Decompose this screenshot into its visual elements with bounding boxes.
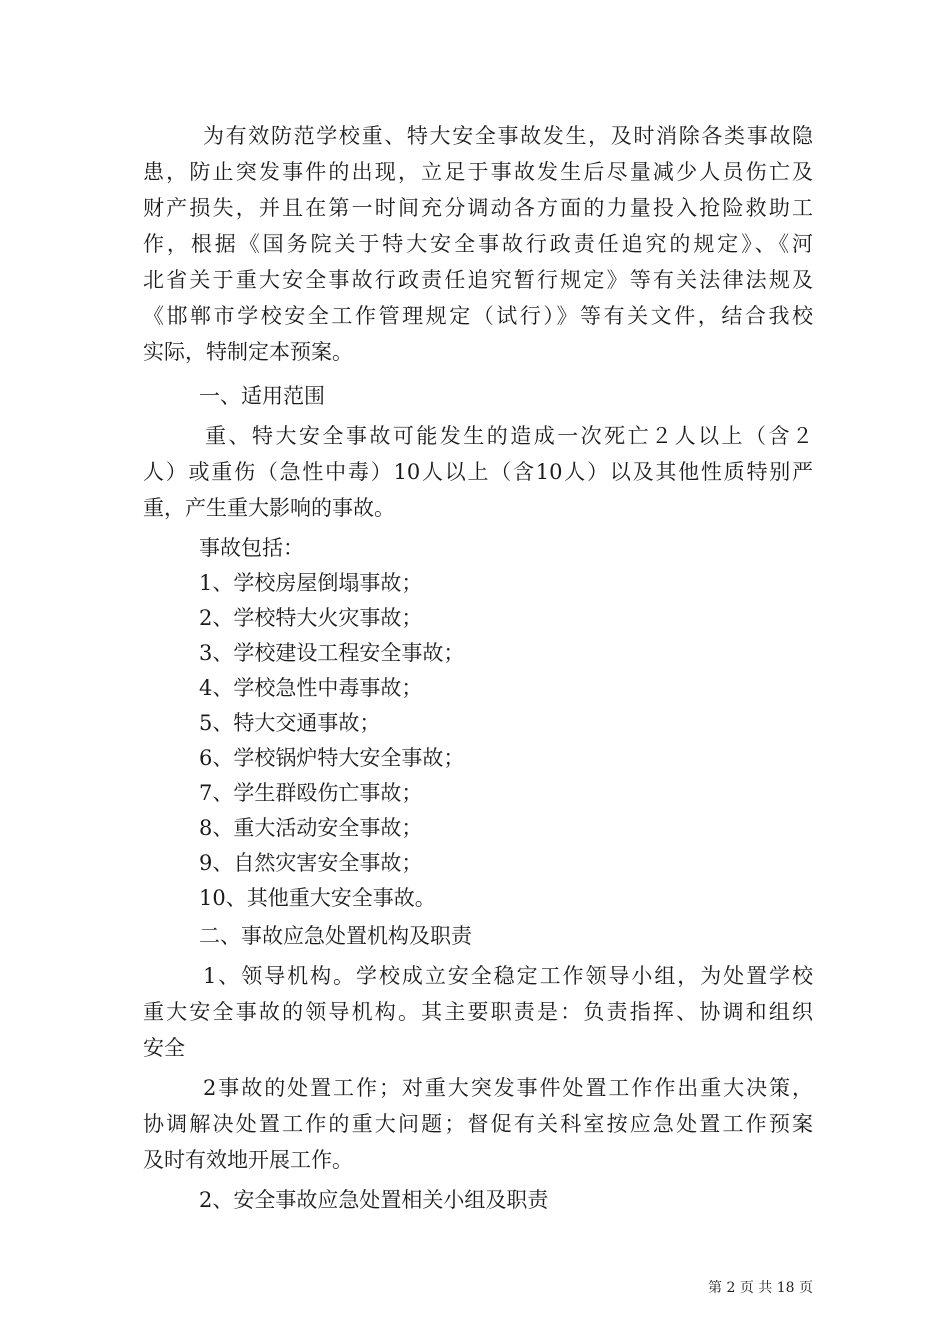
paragraph-line: 实际，特制定本预案。 [143,340,353,364]
list-item: 3、学校建设工程安全事故； [199,641,465,665]
list-item: 6、学校锅炉特大安全事故； [199,746,465,770]
paragraph-line: 及时有效地开展工作。 [143,1148,353,1172]
list-item: 5、特大交通事故； [199,711,381,735]
list-intro: 事故包括： [199,536,304,560]
paragraph-line: 重大安全事故的领导机构。其主要职责是：负责指挥、协调和组织 [143,1000,813,1024]
paragraph-line: 重，产生重大影响的事故。 [143,496,395,520]
paragraph-line: 人）或重伤（急性中毒）10人以上（含10人）以及其他性质特别严 [143,460,813,484]
paragraph-line: 安全 [143,1036,185,1060]
paragraph-line: 重、特大安全事故可能发生的造成一次死亡２人以上（含２ [205,424,813,448]
paragraph-line: 作，根据《国务院关于特大安全事故行政责任追究的规定》、《河 [143,232,813,256]
paragraph-line: 《邯郸市学校安全工作管理规定（试行）》等有关文件，结合我校 [143,304,813,328]
list-item: 2、学校特大火灾事故； [199,606,423,630]
paragraph-line: 协调解决处置工作的重大问题；督促有关科室按应急处置工作预案 [143,1112,813,1136]
paragraph-line: 财产损失，并且在第一时间充分调动各方面的力量投入抢险救助工 [143,196,813,220]
list-item: 8、重大活动安全事故； [199,816,423,840]
section-heading: 二、事故应急处置机构及职责 [199,924,472,948]
page-number: 第 2 页 共 18 页 [708,1280,813,1296]
paragraph-line: 北省关于重大安全事故行政责任追究暂行规定》等有关法律法规及 [143,268,813,292]
section-heading: 一、适用范围 [199,384,325,408]
list-item: 4、学校急性中毒事故； [199,676,423,700]
paragraph-line: 患，防止突发事件的出现，立足于事故发生后尽量减少人员伤亡及 [143,160,813,184]
list-item: 10、其他重大安全事故。 [199,886,436,910]
list-item: 9、自然灾害安全事故； [199,851,423,875]
paragraph-line: 2事故的处置工作；对重大突发事件处置工作作出重大决策， [203,1076,813,1100]
section-heading: 2、安全事故应急处置相关小组及职责 [199,1188,549,1212]
list-item: 1、学校房屋倒塌事故； [199,571,423,595]
list-item: 7、学生群殴伤亡事故； [199,781,423,805]
paragraph-line: 为有效防范学校重、特大安全事故发生，及时消除各类事故隐 [203,124,813,148]
paragraph-line: 1、领导机构。学校成立安全稳定工作领导小组，为处置学校 [203,964,813,988]
